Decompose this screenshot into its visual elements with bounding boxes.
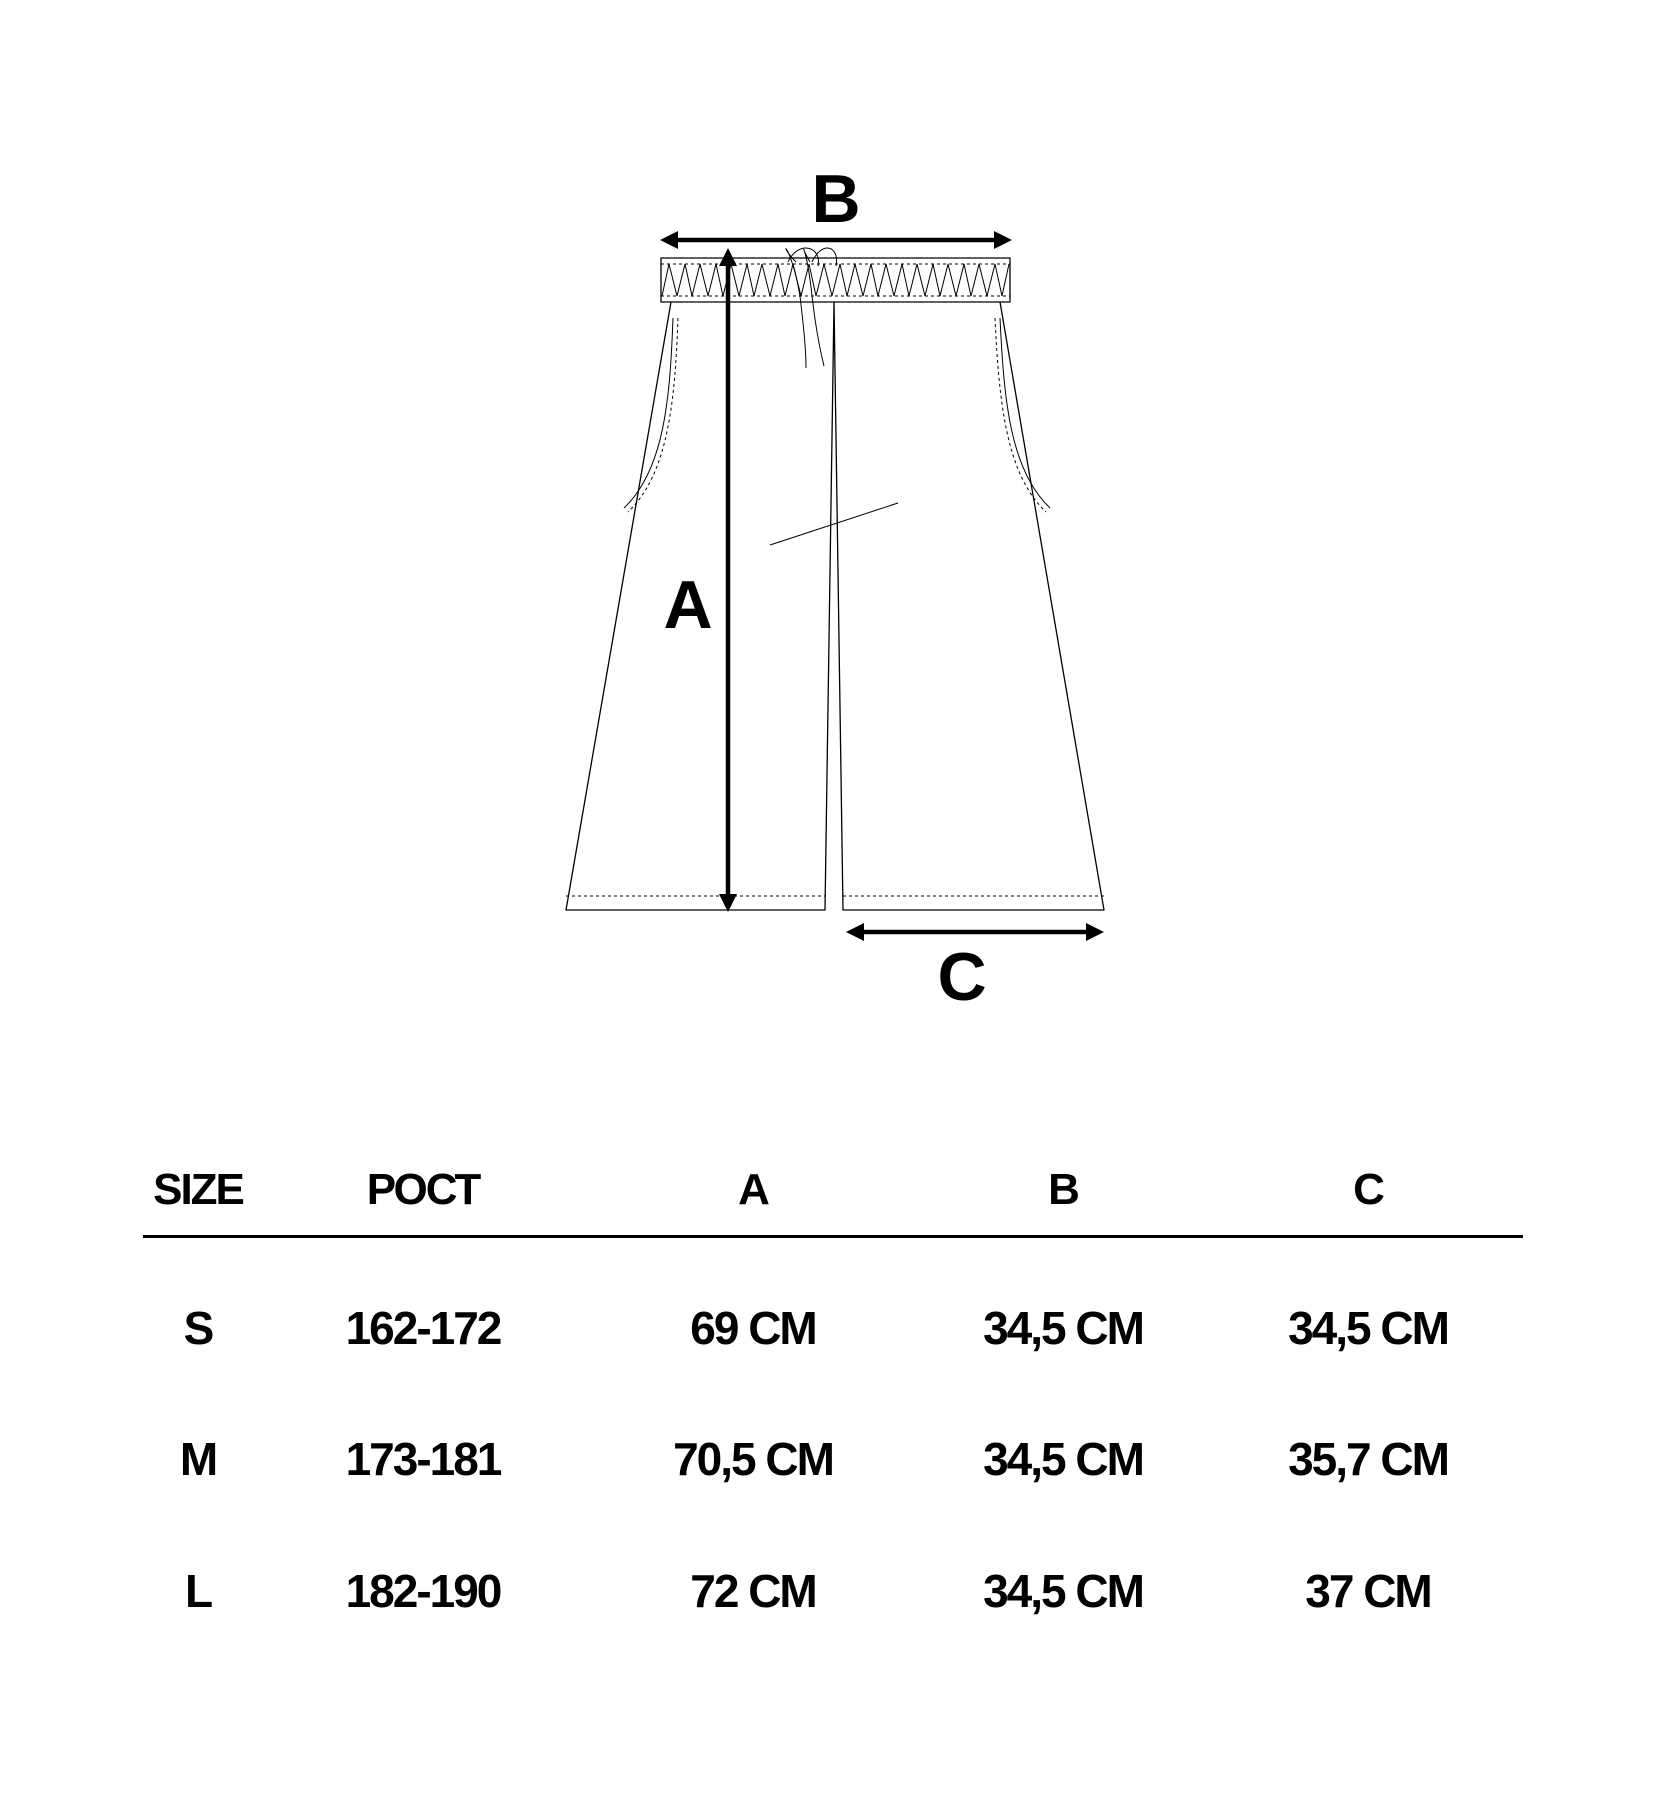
dimension-label-c: C	[937, 939, 987, 1015]
dimension-a	[663, 248, 737, 912]
header-a: A	[738, 1165, 768, 1214]
header-c: C	[1353, 1165, 1383, 1214]
crease-line	[770, 503, 898, 545]
waistband	[661, 258, 1010, 302]
cell-height: 182-190	[345, 1565, 501, 1617]
cell-a: 69 CM	[690, 1302, 816, 1354]
header-size: SIZE	[153, 1165, 243, 1214]
cell-b: 34,5 CM	[983, 1433, 1143, 1485]
cell-b: 34,5 CM	[983, 1565, 1143, 1617]
table-header-row	[143, 1145, 1523, 1237]
dimension-label-a: A	[663, 567, 713, 643]
cell-height: 173-181	[345, 1433, 501, 1485]
dimension-label-b: B	[811, 161, 861, 237]
size-table	[143, 1145, 1523, 1657]
cell-c: 34,5 CM	[1288, 1302, 1448, 1354]
cell-a: 72 CM	[690, 1565, 816, 1617]
drawstring	[786, 248, 837, 368]
elastic-zigzag	[662, 264, 1009, 296]
table-row	[143, 1525, 1523, 1657]
cell-height: 162-172	[345, 1302, 501, 1354]
header-height: РОСТ	[366, 1165, 480, 1214]
dimension-b	[660, 161, 1012, 249]
cell-size: M	[179, 1433, 217, 1485]
header-b: B	[1048, 1165, 1078, 1214]
cell-c: 35,7 CM	[1288, 1433, 1448, 1485]
left-pocket	[624, 318, 673, 508]
cell-size: S	[183, 1302, 213, 1354]
cell-b: 34,5 CM	[983, 1302, 1143, 1354]
shorts-body	[566, 302, 1104, 910]
cell-a: 70,5 CM	[673, 1433, 833, 1485]
dimension-c	[846, 923, 1104, 1015]
table-row	[143, 1237, 1523, 1394]
table-row	[143, 1393, 1523, 1525]
cell-c: 37 CM	[1305, 1565, 1431, 1617]
cell-size: L	[184, 1565, 212, 1617]
